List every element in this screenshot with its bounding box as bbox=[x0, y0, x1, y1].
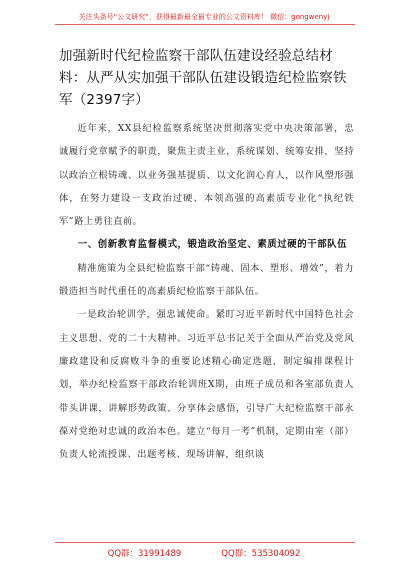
section-heading-1: 一、创新教育监督模式，锻造政治坚定、素质过硬的干部队伍 bbox=[77, 239, 348, 251]
footer-qq-group-1: QQ群：31991489 bbox=[107, 549, 182, 559]
document-title: 加强新时代纪检监察干部队伍建设经验总结材料：从严从实加强干部队伍建设锻造纪检监察铁军（2397字） bbox=[59, 48, 347, 108]
footer-qq-group-2: QQ群：535304092 bbox=[221, 549, 301, 559]
paragraph-intro: 近年来，XX县纪检监察系统坚决贯彻落实党中央决策部署，忠诚履行党章赋予的职责，聚焦主责主业，系统谋划、统筹安排，坚持以政治立根铸魂、以业务强基提质、以文化润心育人，以作风塑形强体，在努力建设一支政治过硬、本领高强的高素质专业化“执纪铁军”路上勇往直前。 bbox=[59, 123, 354, 228]
footer-contact bbox=[0, 547, 408, 559]
footer-divider bbox=[55, 542, 355, 543]
header-divider bbox=[55, 24, 355, 25]
paragraph-political-training: 一是政治轮训学，强忠诚使命。紧盯习近平新时代中国特色社会主义思想、党的二十大精神、习近平总书记关于全面从严治党及党风廉政建设和反腐败斗争的重要论述精心确定选题，制定编排课程计划，举办纪检监察干部政治轮训班X期，由班子成员和各室部负责人带头讲课，讲解形势政策、分享体会感悟，引导广大纪检监察干部永葆对党绝对忠诚的政治本色。建立“每月一考”机制，定期由室（部）负责人轮流授课、出题考核、现场讲解，组织谈 bbox=[59, 309, 354, 461]
document-body bbox=[59, 117, 354, 466]
paragraph-section-1-summary: 精准施策为全县纪检监察干部“铸魂、固本、塑形、增效”，着力锻造担当时代重任的高素质纪检监察干部队伍。 bbox=[59, 262, 354, 298]
header-promo-text: 关注头条号“公文研究”，获得最新最全最专业的公文资料库！ 微信：gongwenyj bbox=[78, 13, 330, 21]
